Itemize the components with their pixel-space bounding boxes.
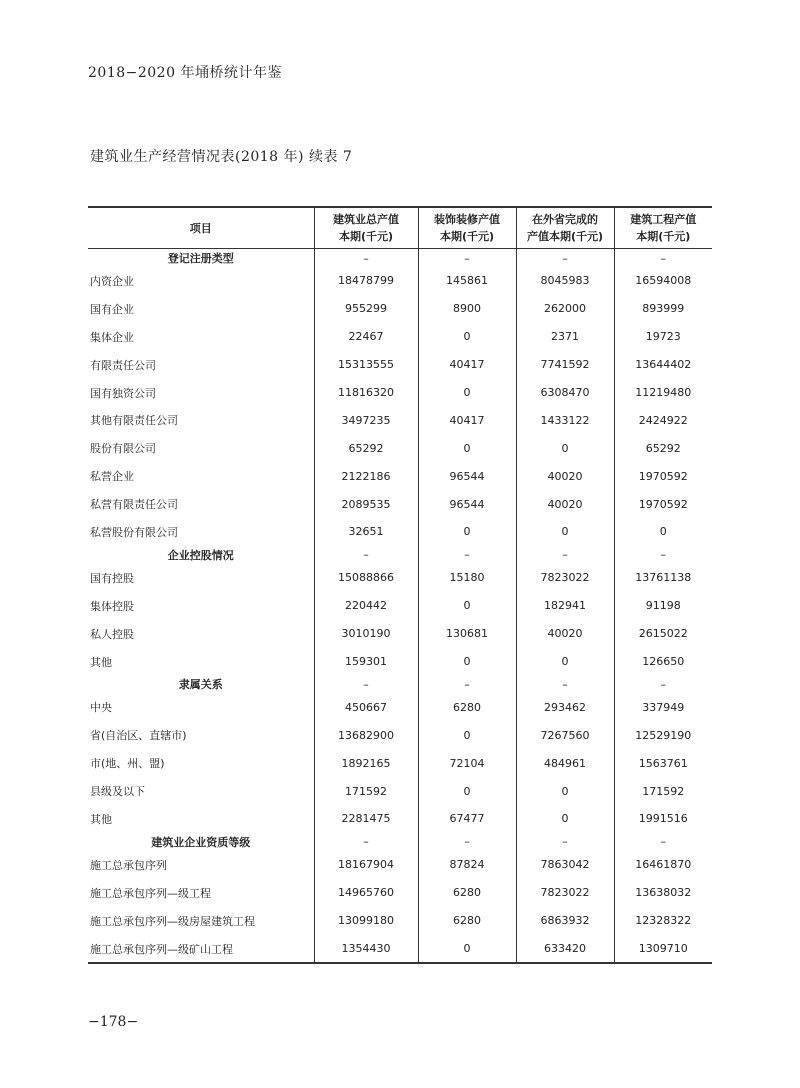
value-cell: –	[614, 249, 712, 268]
value-cell: 96544	[418, 490, 516, 518]
table-header-row	[88, 207, 712, 249]
row-label-cell: 隶属关系	[178, 678, 223, 692]
table-row	[88, 851, 712, 879]
table-row	[88, 879, 712, 907]
value-cell: 145861	[418, 267, 516, 295]
value-cell: 0	[418, 648, 516, 676]
value-cell: –	[516, 833, 614, 851]
column-header-total-output: 建筑业总产值 本期(千元)	[314, 207, 418, 249]
value-cell: 220442	[314, 592, 418, 620]
value-cell: 15313555	[314, 351, 418, 379]
row-label-cell: 施工总承包序列	[90, 858, 167, 872]
value-cell: 13099180	[314, 907, 418, 935]
value-cell: 65292	[614, 434, 712, 462]
row-label-cell: 市(地、州、盟)	[90, 757, 165, 771]
value-cell: 6280	[418, 879, 516, 907]
value-cell: 14965760	[314, 879, 418, 907]
value-cell: 40020	[516, 462, 614, 490]
value-cell: 0	[614, 518, 712, 546]
value-cell: 0	[418, 592, 516, 620]
value-cell: 13682900	[314, 721, 418, 749]
value-cell: –	[418, 833, 516, 851]
value-cell: 955299	[314, 295, 418, 323]
table-row	[88, 379, 712, 407]
value-cell: –	[614, 675, 712, 693]
value-cell: 0	[418, 379, 516, 407]
row-label-cell: 私营股份有限公司	[90, 525, 178, 539]
table-row	[88, 749, 712, 777]
value-cell: 182941	[516, 592, 614, 620]
value-cell: 3010190	[314, 620, 418, 648]
value-cell: 1309710	[614, 935, 712, 964]
value-cell: 12328322	[614, 907, 712, 935]
value-cell: 32651	[314, 518, 418, 546]
value-cell: 7823022	[516, 564, 614, 592]
value-cell: 2371	[516, 323, 614, 351]
statistics-table-container	[88, 206, 712, 964]
value-cell: 0	[418, 518, 516, 546]
value-cell: 12529190	[614, 721, 712, 749]
value-cell: 0	[418, 323, 516, 351]
value-cell: –	[418, 546, 516, 564]
value-cell: 159301	[314, 648, 418, 676]
value-cell: 171592	[314, 777, 418, 805]
row-label-cell: 施工总承包序列—级房屋建筑工程	[90, 914, 255, 928]
value-cell: –	[314, 675, 418, 693]
value-cell: 3497235	[314, 406, 418, 434]
row-label-cell: 其他有限责任公司	[90, 414, 178, 428]
table-row	[88, 907, 712, 935]
value-cell: 40417	[418, 406, 516, 434]
value-cell: 87824	[418, 851, 516, 879]
value-cell: 15088866	[314, 564, 418, 592]
column-header-decoration-output: 装饰装修产值 本期(千元)	[418, 207, 516, 249]
value-cell: –	[614, 833, 712, 851]
value-cell: 96544	[418, 462, 516, 490]
value-cell: 1970592	[614, 462, 712, 490]
value-cell: 126650	[614, 648, 712, 676]
table-row	[88, 935, 712, 964]
value-cell: 0	[418, 434, 516, 462]
row-label-cell: 施工总承包序列—级工程	[90, 886, 211, 900]
value-cell: 0	[516, 518, 614, 546]
row-label-cell: 其他	[90, 812, 112, 826]
value-cell: 633420	[516, 935, 614, 964]
section-header-row	[88, 249, 712, 268]
value-cell: 1991516	[614, 805, 712, 833]
value-cell: –	[314, 833, 418, 851]
value-cell: 11816320	[314, 379, 418, 407]
row-label-cell: 私营企业	[90, 470, 134, 484]
value-cell: –	[516, 249, 614, 268]
column-header-construction-output: 建筑工程产值 本期(千元)	[614, 207, 712, 249]
row-label-cell: 其他	[90, 655, 112, 669]
value-cell: 2122186	[314, 462, 418, 490]
value-cell: –	[418, 249, 516, 268]
value-cell: 0	[418, 721, 516, 749]
value-cell: 15180	[418, 564, 516, 592]
value-cell: –	[314, 249, 418, 268]
value-cell: 337949	[614, 693, 712, 721]
value-cell: 262000	[516, 295, 614, 323]
table-title: 建筑业生产经营情况表(2018 年) 续表 7	[90, 149, 353, 165]
value-cell: 13644402	[614, 351, 712, 379]
table-row	[88, 693, 712, 721]
table-row	[88, 295, 712, 323]
value-cell: 7741592	[516, 351, 614, 379]
table-row	[88, 267, 712, 295]
value-cell: 484961	[516, 749, 614, 777]
value-cell: 1892165	[314, 749, 418, 777]
value-cell: –	[314, 546, 418, 564]
statistics-table	[88, 206, 712, 964]
row-label-cell: 国有企业	[90, 302, 134, 316]
value-cell: 6308470	[516, 379, 614, 407]
section-header-row	[88, 675, 712, 693]
value-cell: 72104	[418, 749, 516, 777]
value-cell: 2615022	[614, 620, 712, 648]
value-cell: –	[614, 546, 712, 564]
row-label-cell: 国有控股	[90, 571, 134, 585]
value-cell: 8900	[418, 295, 516, 323]
value-cell: 7863042	[516, 851, 614, 879]
value-cell: 8045983	[516, 267, 614, 295]
value-cell: 16594008	[614, 267, 712, 295]
value-cell: 40417	[418, 351, 516, 379]
column-header-item: 项目	[88, 207, 314, 249]
column-header-other-province-output: 在外省完成的 产值本期(千元)	[516, 207, 614, 249]
page-number: −178−	[88, 1014, 139, 1030]
value-cell: 18167904	[314, 851, 418, 879]
table-row	[88, 490, 712, 518]
value-cell: 6863932	[516, 907, 614, 935]
value-cell: 0	[516, 805, 614, 833]
table-row	[88, 620, 712, 648]
value-cell: 0	[516, 648, 614, 676]
value-cell: 11219480	[614, 379, 712, 407]
table-row	[88, 462, 712, 490]
row-label-cell: 登记注册类型	[167, 252, 234, 265]
table-row	[88, 721, 712, 749]
table-row	[88, 564, 712, 592]
value-cell: 450667	[314, 693, 418, 721]
section-header-row	[88, 833, 712, 851]
value-cell: 91198	[614, 592, 712, 620]
row-label-cell: 集体控股	[90, 599, 134, 613]
value-cell: 40020	[516, 490, 614, 518]
value-cell: 16461870	[614, 851, 712, 879]
table-row	[88, 518, 712, 546]
table-row	[88, 805, 712, 833]
table-row	[88, 406, 712, 434]
value-cell: 1354430	[314, 935, 418, 964]
row-label-cell: 省(自治区、直辖市)	[90, 729, 187, 743]
row-label-cell: 有限责任公司	[90, 358, 156, 372]
value-cell: 6280	[418, 907, 516, 935]
row-label-cell: 县级及以下	[90, 785, 145, 799]
value-cell: 18478799	[314, 267, 418, 295]
value-cell: 22467	[314, 323, 418, 351]
value-cell: 2281475	[314, 805, 418, 833]
value-cell: 293462	[516, 693, 614, 721]
value-cell: 7823022	[516, 879, 614, 907]
value-cell: 0	[418, 935, 516, 964]
value-cell: 0	[516, 777, 614, 805]
value-cell: 2424922	[614, 406, 712, 434]
table-row	[88, 777, 712, 805]
value-cell: 1970592	[614, 490, 712, 518]
value-cell: 19723	[614, 323, 712, 351]
row-label-cell: 内资企业	[90, 274, 134, 288]
row-label-cell: 企业控股情况	[167, 548, 234, 562]
row-label-cell: 私人控股	[90, 627, 134, 641]
value-cell: –	[516, 675, 614, 693]
row-label-cell: 私营有限责任公司	[90, 498, 178, 512]
value-cell: 65292	[314, 434, 418, 462]
value-cell: 130681	[418, 620, 516, 648]
value-cell: –	[418, 675, 516, 693]
value-cell: 0	[516, 434, 614, 462]
table-row	[88, 592, 712, 620]
value-cell: –	[516, 546, 614, 564]
table-row	[88, 351, 712, 379]
value-cell: 40020	[516, 620, 614, 648]
table-body	[88, 249, 712, 964]
section-header-row	[88, 546, 712, 564]
table-row	[88, 434, 712, 462]
row-label-cell: 集体企业	[90, 330, 134, 344]
running-header: 2018−2020 年埇桥统计年鉴	[88, 65, 282, 81]
row-label-cell: 建筑业企业资质等级	[151, 835, 251, 849]
value-cell: 67477	[418, 805, 516, 833]
row-label-cell: 中央	[90, 701, 112, 715]
table-row	[88, 323, 712, 351]
value-cell: 171592	[614, 777, 712, 805]
value-cell: 6280	[418, 693, 516, 721]
value-cell: 13638032	[614, 879, 712, 907]
row-label-cell: 股份有限公司	[90, 442, 156, 456]
value-cell: 7267560	[516, 721, 614, 749]
row-label-cell: 国有独资公司	[90, 386, 156, 400]
value-cell: 2089535	[314, 490, 418, 518]
value-cell: 893999	[614, 295, 712, 323]
value-cell: 13761138	[614, 564, 712, 592]
table-row	[88, 648, 712, 676]
value-cell: 1433122	[516, 406, 614, 434]
row-label-cell: 施工总承包序列—级矿山工程	[88, 935, 314, 964]
value-cell: 0	[418, 777, 516, 805]
value-cell: 1563761	[614, 749, 712, 777]
